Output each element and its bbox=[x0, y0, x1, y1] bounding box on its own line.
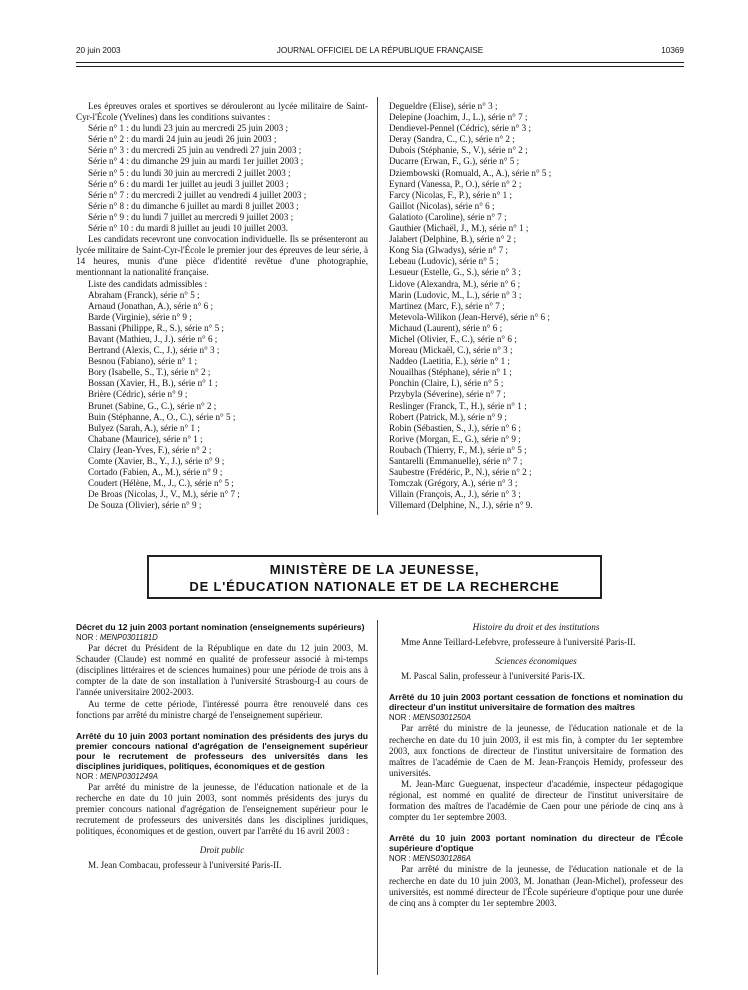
candidate-list-right bbox=[389, 101, 683, 511]
candidate-item: Buin (Stéphanne, A., O., C.), série n° 5 ; bbox=[88, 411, 236, 422]
series-list bbox=[76, 123, 368, 234]
arrete-nor bbox=[389, 712, 683, 723]
series-item: Série n° 4 : du dimanche 29 juin au mardi 1er juillet 2003 ; bbox=[88, 156, 304, 167]
candidate-item: Roubach (Thierry, F., M.), série n° 5 ; bbox=[389, 444, 527, 455]
candidate-item: Moreau (Mickaël, C.), série n° 3 ; bbox=[389, 345, 513, 356]
appointee: M. Jean Combacau, professeur à l'université Paris-II. bbox=[88, 860, 282, 871]
candidate-item: Barde (Virginie), série n° 9 ; bbox=[88, 311, 192, 322]
candidate-item: Jalabert (Delphine, B.), série n° 2 ; bbox=[389, 234, 517, 245]
nor-code: MENP0301249A bbox=[99, 771, 158, 781]
candidate-item: Degueldre (Elise), série n° 3 ; bbox=[389, 101, 498, 111]
arrete-title: Arrêté du 10 juin 2003 portant cessation de fonctions et nomination du directeur d'un institut universitaire de formation des maîtres bbox=[389, 692, 683, 713]
series-item: Série n° 8 : du dimanche 6 juillet au mardi 8 juillet 2003 ; bbox=[88, 200, 299, 211]
candidate-item: Arnaud (Jonathan, A.), série n° 6 ; bbox=[88, 300, 214, 311]
candidate-item: Farcy (Nicolas, F., P.), série n° 1 ; bbox=[389, 189, 513, 200]
candidate-item: Metevola-Wilikon (Jean-Hervé), série n° 6 ; bbox=[389, 311, 550, 322]
nor-code: MENP0301181D bbox=[99, 633, 158, 642]
candidate-item: Bassani (Philippe, R., S.), série n° 5 ; bbox=[88, 322, 224, 333]
candidate-item: Deray (Sandra, C., C.), série n° 2 ; bbox=[389, 134, 515, 145]
series-item: Série n° 7 : du mercredi 2 juillet au vendredi 4 juillet 2003 ; bbox=[88, 189, 307, 200]
series-item: Série n° 3 : du mercredi 25 juin au vendredi 27 juin 2003 ; bbox=[88, 145, 302, 156]
series-item: Série n° 1 : du lundi 23 juin au mercredi 25 juin 2003 ; bbox=[88, 123, 289, 134]
series-item: Série n° 6 : du mardi 1er juillet au jeudi 3 juillet 2003 ; bbox=[88, 178, 289, 189]
candidate-item: Bertrand (Alexis, C., J.), série n° 3 ; bbox=[88, 345, 220, 356]
candidate-item: Villain (François, A., J.), série n° 3 ; bbox=[389, 489, 521, 500]
candidate-item: Galatioto (Caroline), série n° 7 ; bbox=[389, 211, 507, 222]
candidate-list-intro: Liste des candidats admissibles : bbox=[88, 278, 208, 289]
series-item: Série n° 9 : du lundi 7 juillet au mercredi 9 juillet 2003 ; bbox=[88, 211, 294, 222]
candidate-item: Dziembowski (Romuald, A., A.), série n° 5 ; bbox=[389, 167, 552, 178]
candidate-item: Robin (Sébastien, S., J.), série n° 6 ; bbox=[389, 422, 521, 433]
decret-paragraph: Au terme de cette période, l'intéressé pourra être renouvelé dans ces fonctions par arrêté du ministre chargé de l'enseignement supérieur. bbox=[76, 698, 368, 720]
candidate-item: Dubois (Stéphanie, S., V.), série n° 2 ; bbox=[389, 145, 528, 156]
candidate-item: Przybyla (Séverine), série n° 7 ; bbox=[389, 389, 506, 400]
candidate-item: Delepine (Joachim, J., L.), série n° 7 ; bbox=[389, 112, 528, 123]
nor-label: NOR : bbox=[389, 854, 411, 864]
candidate-item: Ponchin (Claire, I.), série n° 5 ; bbox=[389, 378, 504, 389]
candidate-list-left bbox=[76, 290, 368, 512]
column-divider-bottom bbox=[377, 620, 378, 975]
left-column-bottom bbox=[76, 622, 368, 872]
arrete-paragraph: Par arrêté du ministre de la jeunesse, de l'éducation nationale et de la recherche en date du 10 juin 2003, sont nommés présidents des jurys du premier concours national d'agrégation de l'enseignement supérieur pour le recrutement de professeurs des universités dans les disciplines juridiques, politiques, économiques et de gestion, ouvert par l'arrêté du 16 avril 2003 : bbox=[76, 781, 368, 837]
candidate-item: Eynard (Vanessa, P., O.), série n° 2 ; bbox=[389, 178, 522, 189]
convocation-paragraph: Les candidats recevront une convocation individuelle. Ils se présenteront au lycée militaire de Saint-Cyr-l'École le premier jour des épreuves de leur série, à 14 heures, munis d'une pièce d'identité revêtue d'une photographie, mentionnant la nationalité française. bbox=[76, 234, 368, 278]
decret-nor bbox=[76, 632, 368, 643]
series-item: Série n° 10 : du mardi 8 juillet au jeudi 10 juillet 2003. bbox=[88, 223, 289, 234]
arrete-title: Arrêté du 10 juin 2003 portant nomination du directeur de l'École supérieure d'optique bbox=[389, 833, 683, 854]
nor-code: MENS0301286A bbox=[412, 854, 471, 864]
header-date: 20 juin 2003 bbox=[76, 46, 121, 55]
candidate-item: Abraham (Franck), série n° 5 ; bbox=[88, 289, 200, 300]
candidate-item: Michaud (Laurent), série n° 6 ; bbox=[389, 322, 503, 333]
candidate-item: Rorive (Morgan, E., G.), série n° 9 ; bbox=[389, 433, 521, 444]
section-heading: Sciences économiques bbox=[495, 656, 577, 667]
candidate-item: Kong Sia (Glwadys), série n° 7 ; bbox=[389, 245, 508, 256]
column-divider bbox=[377, 97, 378, 515]
candidate-item: Michel (Olivier, F., C.), série n° 6 ; bbox=[389, 333, 517, 344]
exam-intro: Les épreuves orales et sportives se dérouleront au lycée militaire de Saint-Cyr-l'École (Yvelines) dans les conditions suivantes : bbox=[76, 101, 368, 123]
arrete-paragraph: M. Jean-Marc Gueguenat, inspecteur d'académie, inspecteur pédagogique régional, est nommé en qualité de directeur de l'institut universitaire de formation des maîtres de l'académie de Caen pour une période de cinq ans à compter du 1er septembre 2003. bbox=[389, 778, 683, 823]
candidate-item: Brière (Cédric), série n° 9 ; bbox=[88, 389, 188, 400]
candidate-item: Gauthier (Michaël, J., M.), série n° 1 ; bbox=[389, 223, 529, 234]
candidate-item: Comte (Xavier, B., Y., J.), série n° 9 ; bbox=[88, 456, 225, 466]
candidate-item: Lebeau (Ludovic), série n° 5 ; bbox=[389, 256, 499, 267]
decret-title: Décret du 12 juin 2003 portant nomination (enseignements supérieurs) bbox=[76, 622, 365, 632]
candidate-item: Bossan (Xavier, H., B.), série n° 1 ; bbox=[88, 378, 218, 389]
candidate-item: Marin (Ludovic, M., L.), série n° 3 ; bbox=[389, 289, 522, 300]
arrete-nor bbox=[76, 771, 368, 782]
candidate-item: Naddeo (Laetitia, E.), série n° 1 ; bbox=[389, 356, 510, 367]
ministry-line-2: DE L'ÉDUCATION NATIONALE ET DE LA RECHERCHE bbox=[189, 579, 560, 594]
candidate-item: Besnou (Fabiano), série n° 1 ; bbox=[88, 356, 198, 367]
right-column-bottom bbox=[389, 622, 683, 909]
candidate-item: Bory (Isabelle, S., T.), série n° 2 ; bbox=[88, 367, 211, 378]
arrete-title: Arrêté du 10 juin 2003 portant nomination des présidents des jurys du premier concours national d'agrégation de l'enseignement supérieur pour le recrutement de professeurs des universités dans les disciplines juridiques, politiques, économiques et de gestion bbox=[76, 730, 368, 771]
nor-code: MENS0301250A bbox=[412, 713, 471, 723]
candidate-item: Coudert (Hélène, M., J., C.), série n° 5 ; bbox=[88, 478, 234, 489]
left-column-top bbox=[76, 101, 368, 511]
journal-title: JOURNAL OFFICIEL DE LA RÉPUBLIQUE FRANÇAISE bbox=[276, 46, 484, 55]
ministry-heading-box bbox=[147, 555, 602, 599]
header-rule-2 bbox=[76, 66, 684, 67]
arrete-paragraph: Par arrêté du ministre de la jeunesse, de l'éducation nationale et de la recherche en date du 10 juin 2003, M. Jonathan (Jean-Michel), professeur des universités, est nommé directeur de l'École supérieure d'optique pour une durée de cinq ans à compter du 1er septembre 2003. bbox=[389, 864, 683, 908]
candidate-item: Saubestre (Frédéric, P., N.), série n° 2 ; bbox=[389, 467, 532, 478]
candidate-item: Dendievel-Pennel (Cédric), série n° 3 ; bbox=[389, 123, 531, 134]
page-header bbox=[76, 46, 684, 60]
candidate-item: Lesueur (Estelle, G., S.), série n° 3 ; bbox=[389, 267, 521, 278]
header-rule bbox=[76, 62, 684, 63]
candidate-item: Lidove (Alexandra, M.), série n° 6 ; bbox=[389, 278, 521, 289]
candidate-item: Villemard (Delphine, N., J.), série n° 9. bbox=[389, 500, 533, 511]
candidate-item: Cortado (Fabien, A., M.), série n° 9 ; bbox=[88, 467, 223, 478]
section-heading: Droit public bbox=[199, 845, 245, 856]
candidate-item: Santarelli (Emmanuelle), série n° 7 ; bbox=[389, 456, 523, 466]
candidate-item: De Souza (Olivier), série n° 9 ; bbox=[88, 500, 202, 511]
candidate-item: Bavant (Mathieu, J., J.). série n° 6 ; bbox=[88, 333, 218, 344]
candidate-item: Robert (Patrick, M.), série n° 9 ; bbox=[389, 411, 507, 422]
right-column-top bbox=[389, 101, 683, 511]
ministry-line-1: MINISTÈRE DE LA JEUNESSE, bbox=[269, 562, 480, 577]
page-number: 10369 bbox=[661, 46, 684, 55]
nor-label: NOR : bbox=[76, 633, 98, 642]
appointee: Mme Anne Teillard-Lefebvre, professeure à l'université Paris-II. bbox=[401, 637, 636, 648]
candidate-item: Chabane (Maurice), série n° 1 ; bbox=[88, 433, 203, 444]
candidate-item: Clairy (Jean-Yves, F.), série n° 2 ; bbox=[88, 444, 212, 455]
nor-label: NOR : bbox=[389, 713, 411, 723]
arrete-nor bbox=[389, 853, 683, 864]
series-item: Série n° 5 : du lundi 30 juin au mercredi 2 juillet 2003 ; bbox=[88, 167, 291, 178]
candidate-item: Bulyez (Sarah, A.), série n° 1 ; bbox=[88, 422, 200, 433]
arrete-paragraph: Par arrêté du ministre de la jeunesse, de l'éducation nationale et de la recherche en date du 10 juin 2003, il est mis fin, à compter du 1er septembre 2003, aux fonctions de directeur de l'institut universitaire de formation des maîtres de l'académie de Caen de M. Jean-François Hemidy, professeur des universités. bbox=[389, 723, 683, 778]
candidate-item: Tomczak (Grégory, A.), série n° 3 ; bbox=[389, 478, 518, 489]
candidate-item: Brunet (Sabine, G., C.), série n° 2 ; bbox=[88, 400, 217, 411]
candidate-item: De Broas (Nicolas, J., V., M.), série n° 7 ; bbox=[88, 489, 240, 500]
candidate-item: Martinez (Marc, F.), série n° 7 ; bbox=[389, 300, 505, 311]
appointee: M. Pascal Salin, professeur à l'université Paris-IX. bbox=[401, 671, 585, 682]
series-item: Série n° 2 : du mardi 24 juin au jeudi 26 juin 2003 ; bbox=[88, 134, 277, 145]
candidate-item: Reslinger (Franck, T., H.), série n° 1 ; bbox=[389, 400, 527, 411]
decret-paragraph: Par décret du Président de la République en date du 12 juin 2003, M. Schauder (Claude) est nommé en qualité de professeur associé à mi-temps (disciplines littéraires et de sciences humaines) pour une période de trois ans à compter de la date de son installation à l'université Strasbourg-I au cours de l'année universitaire 2002-2003. bbox=[76, 643, 368, 698]
candidate-item: Nouailhas (Stéphane), série n° 1 ; bbox=[389, 367, 512, 378]
section-heading: Histoire du droit et des institutions bbox=[472, 622, 600, 632]
nor-label: NOR : bbox=[76, 771, 98, 781]
candidate-item: Gaillot (Nicolas), série n° 6 ; bbox=[389, 200, 495, 211]
candidate-item: Ducarre (Erwan, F., G.), série n° 5 ; bbox=[389, 156, 520, 167]
